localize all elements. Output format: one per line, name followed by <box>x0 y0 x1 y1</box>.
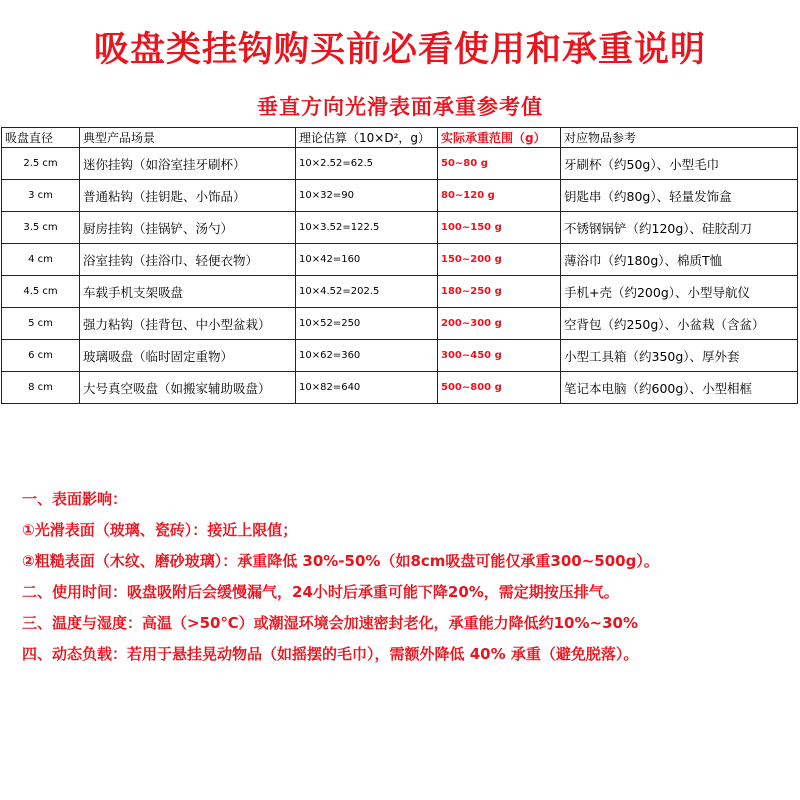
cell-diameter: 6 cm <box>2 340 80 372</box>
cell-scene: 强力粘钩（挂背包、中小型盆栽） <box>80 308 296 340</box>
table-row <box>2 148 798 180</box>
load-reference-table <box>1 127 798 404</box>
cell-items: 手机+壳（约200g）、小型导航仪 <box>561 276 798 308</box>
usage-notes <box>22 484 792 670</box>
table-row <box>2 244 798 276</box>
cell-items: 钥匙串（约80g）、轻量发饰盒 <box>561 180 798 212</box>
note-smooth-surface: ①光滑表面（玻璃、瓷砖）：接近上限值； <box>22 521 298 539</box>
header-estimate: 理论估算（10×D²，g） <box>296 128 438 148</box>
cell-diameter: 5 cm <box>2 308 80 340</box>
note-temperature-humidity: 三、温度与湿度：高温（>50℃）或潮湿环境会加速密封老化，承重能力降低约10%~30% <box>22 614 638 632</box>
cell-estimate: 10×4.52=202.5 <box>296 276 438 308</box>
cell-scene: 大号真空吸盘（如搬家辅助吸盘） <box>80 372 296 404</box>
cell-diameter: 8 cm <box>2 372 80 404</box>
table-row <box>2 276 798 308</box>
cell-diameter: 2.5 cm <box>2 148 80 180</box>
cell-estimate: 10×82=640 <box>296 372 438 404</box>
table-row <box>2 372 798 404</box>
note-dynamic-load: 四、动态负载：若用于悬挂晃动物品（如摇摆的毛巾），需额外降低 40% 承重（避免脱落）。 <box>22 645 639 663</box>
cell-actual-load: 200~300 g <box>438 308 561 340</box>
cell-estimate: 10×62=360 <box>296 340 438 372</box>
cell-actual-load: 100~150 g <box>438 212 561 244</box>
cell-actual-load: 50~80 g <box>438 148 561 180</box>
note-rough-surface: ②粗糙表面（木纹、磨砂玻璃）：承重降低 30%-50%（如8cm吸盘可能仅承重300~500g）。 <box>22 552 659 570</box>
header-items: 对应物品参考 <box>561 128 798 148</box>
table-row <box>2 340 798 372</box>
cell-estimate: 10×52=250 <box>296 308 438 340</box>
cell-items: 不锈钢锅铲（约120g）、硅胶刮刀 <box>561 212 798 244</box>
cell-diameter: 3.5 cm <box>2 212 80 244</box>
cell-scene: 迷你挂钩（如浴室挂牙刷杯） <box>80 148 296 180</box>
cell-scene: 普通粘钩（挂钥匙、小饰品） <box>80 180 296 212</box>
cell-actual-load: 300~450 g <box>438 340 561 372</box>
cell-scene: 玻璃吸盘（临时固定重物） <box>80 340 296 372</box>
cell-estimate: 10×3.52=122.5 <box>296 212 438 244</box>
cell-items: 笔记本电脑（约600g）、小型相框 <box>561 372 798 404</box>
cell-items: 薄浴巾（约180g）、棉质T恤 <box>561 244 798 276</box>
cell-items: 牙刷杯（约50g）、小型毛巾 <box>561 148 798 180</box>
cell-actual-load: 500~800 g <box>438 372 561 404</box>
header-scene: 典型产品场景 <box>80 128 296 148</box>
cell-diameter: 4.5 cm <box>2 276 80 308</box>
header-diameter: 吸盘直径 <box>2 128 80 148</box>
note-usage-time: 二、使用时间：吸盘吸附后会缓慢漏气，24小时后承重可能下降20%，需定期按压排气。 <box>22 583 619 601</box>
cell-actual-load: 180~250 g <box>438 276 561 308</box>
cell-diameter: 3 cm <box>2 180 80 212</box>
cell-estimate: 10×42=160 <box>296 244 438 276</box>
table-row <box>2 308 798 340</box>
cell-scene: 厨房挂钩（挂锅铲、汤勺） <box>80 212 296 244</box>
cell-items: 小型工具箱（约350g）、厚外套 <box>561 340 798 372</box>
cell-scene: 车载手机支架吸盘 <box>80 276 296 308</box>
cell-items: 空背包（约250g）、小盆栽（含盆） <box>561 308 798 340</box>
header-actual-load: 实际承重范围（g） <box>438 128 561 148</box>
table-title: 垂直方向光滑表面承重参考值 <box>257 95 543 119</box>
cell-actual-load: 80~120 g <box>438 180 561 212</box>
cell-scene: 浴室挂钩（挂浴巾、轻便衣物） <box>80 244 296 276</box>
table-row <box>2 180 798 212</box>
cell-estimate: 10×2.52=62.5 <box>296 148 438 180</box>
note-surface-heading: 一、表面影响： <box>22 490 128 508</box>
cell-diameter: 4 cm <box>2 244 80 276</box>
page-title: 吸盘类挂钩购买前必看使用和承重说明 <box>93 30 706 70</box>
table-row <box>2 212 798 244</box>
table-header-row <box>2 128 798 148</box>
cell-actual-load: 150~200 g <box>438 244 561 276</box>
cell-estimate: 10×32=90 <box>296 180 438 212</box>
